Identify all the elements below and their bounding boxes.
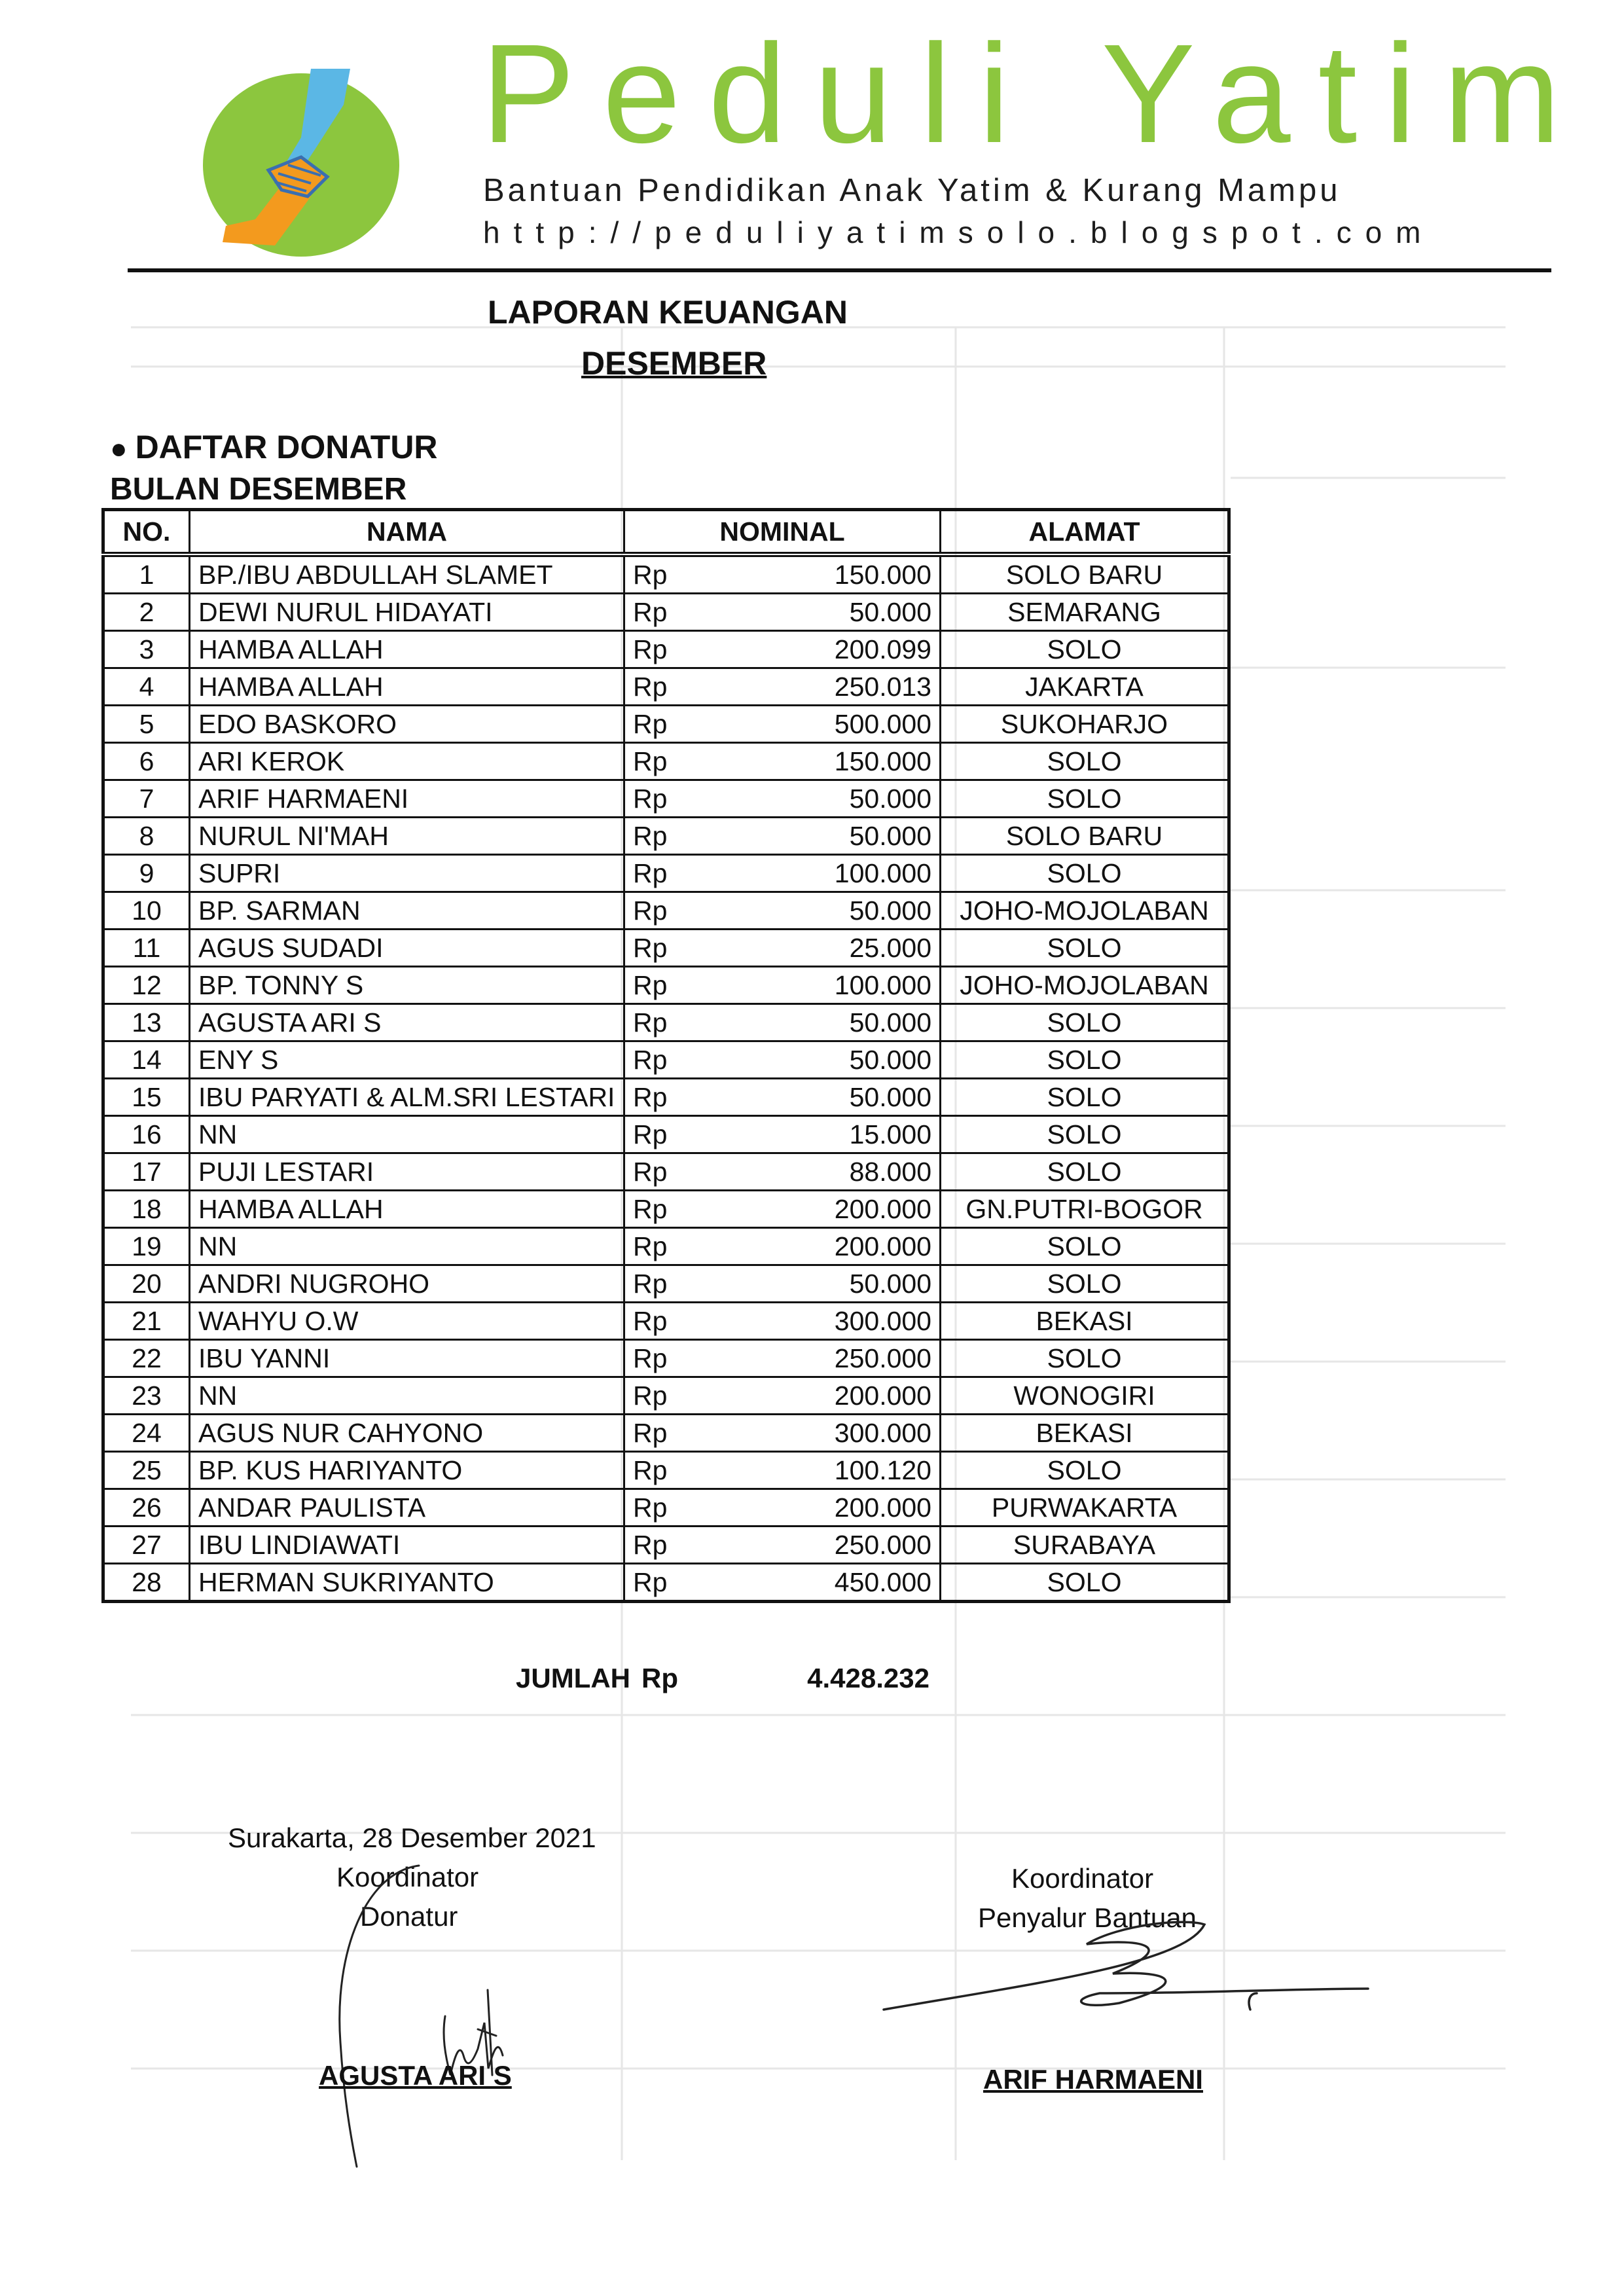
cell-alamat: SOLO [941,1116,1229,1153]
cell-alamat: WONOGIRI [941,1377,1229,1415]
cell-no: 12 [103,967,190,1004]
cell-no: 2 [103,594,190,631]
cell-alamat: SURABAYA [941,1527,1229,1564]
cell-amount: 250.000 [696,1527,941,1564]
cell-amount: 50.000 [696,1265,941,1303]
cell-currency: Rp [624,1303,696,1340]
cell-nama: ANDAR PAULISTA [190,1489,624,1527]
cell-currency: Rp [624,1527,696,1564]
cell-alamat: SOLO [941,1079,1229,1116]
total-amount: 4.428.232 [807,1663,929,1693]
total-label: JUMLAH [516,1663,630,1693]
peduli-yatim-logo [196,65,406,262]
cell-nama: SUPRI [190,855,624,892]
cell-amount: 200.000 [696,1228,941,1265]
cell-alamat: SOLO [941,1228,1229,1265]
cell-no: 15 [103,1079,190,1116]
cell-alamat: SUKOHARJO [941,706,1229,743]
cell-amount: 200.000 [696,1377,941,1415]
cell-amount: 150.000 [696,743,941,780]
cell-amount: 450.000 [696,1564,941,1602]
cell-no: 21 [103,1303,190,1340]
header-alamat: ALAMAT [941,510,1229,555]
cell-currency: Rp [624,1041,696,1079]
table-row [103,818,1229,855]
table-row [103,1153,1229,1191]
table-row [103,1377,1229,1415]
cell-nama: NN [190,1116,624,1153]
cell-alamat: SOLO [941,1265,1229,1303]
left-signature [321,1859,537,2173]
cell-currency: Rp [624,780,696,818]
table-row [103,1041,1229,1079]
cell-alamat: SOLO [941,1153,1229,1191]
cell-amount: 50.000 [696,594,941,631]
cell-nama: HERMAN SUKRIYANTO [190,1564,624,1602]
cell-nama: ENY S [190,1041,624,1079]
cell-alamat: JOHO-MOJOLABAN [941,892,1229,930]
table-row [103,967,1229,1004]
table-row [103,594,1229,631]
cell-amount: 50.000 [696,1079,941,1116]
cell-amount: 50.000 [696,892,941,930]
cell-alamat: SOLO [941,1041,1229,1079]
cell-alamat: SOLO [941,1004,1229,1041]
right-signature [871,1911,1381,2055]
table-row [103,1415,1229,1452]
cell-no: 7 [103,780,190,818]
cell-nama: EDO BASKORO [190,706,624,743]
cell-currency: Rp [624,1489,696,1527]
cell-no: 13 [103,1004,190,1041]
cell-no: 16 [103,1116,190,1153]
cell-nama: IBU YANNI [190,1340,624,1377]
cell-amount: 15.000 [696,1116,941,1153]
cell-no: 10 [103,892,190,930]
cell-currency: Rp [624,1265,696,1303]
brand-title: Peduli Yatim [481,14,1589,172]
cell-currency: Rp [624,594,696,631]
cell-currency: Rp [624,1340,696,1377]
cell-amount: 250.000 [696,1340,941,1377]
cell-alamat: SOLO [941,1452,1229,1489]
cell-currency: Rp [624,967,696,1004]
cell-no: 17 [103,1153,190,1191]
cell-nama: ARI KEROK [190,743,624,780]
cell-alamat: GN.PUTRI-BOGOR [941,1191,1229,1228]
cell-nama: HAMBA ALLAH [190,668,624,706]
cell-nama: NN [190,1228,624,1265]
cell-alamat: SOLO BARU [941,818,1229,855]
cell-currency: Rp [624,1415,696,1452]
cell-alamat: JOHO-MOJOLABAN [941,967,1229,1004]
cell-alamat: SEMARANG [941,594,1229,631]
table-row [103,1265,1229,1303]
table-row [103,1079,1229,1116]
cell-amount: 200.099 [696,631,941,668]
cell-amount: 100.120 [696,1452,941,1489]
bullet-icon: ● [110,433,128,465]
cell-nama: AGUSTA ARI S [190,1004,624,1041]
cell-no: 3 [103,631,190,668]
cell-currency: Rp [624,1191,696,1228]
section-title-text: DAFTAR DONATUR [135,429,438,465]
place-date: Surakarta, 28 Desember 2021 [228,1822,596,1853]
cell-no: 11 [103,930,190,967]
cell-nama: AGUS SUDADI [190,930,624,967]
cell-alamat: SOLO [941,1564,1229,1602]
cell-amount: 100.000 [696,967,941,1004]
cell-currency: Rp [624,631,696,668]
cell-amount: 50.000 [696,818,941,855]
cell-nama: HAMBA ALLAH [190,631,624,668]
cell-amount: 50.000 [696,1041,941,1079]
cell-nama: HAMBA ALLAH [190,1191,624,1228]
table-row [103,1303,1229,1340]
cell-amount: 88.000 [696,1153,941,1191]
table-row [103,1527,1229,1564]
cell-nama: BP. SARMAN [190,892,624,930]
cell-amount: 300.000 [696,1415,941,1452]
table-header-row [103,510,1229,555]
cell-alamat: PURWAKARTA [941,1489,1229,1527]
cell-nama: IBU LINDIAWATI [190,1527,624,1564]
cell-nama: PUJI LESTARI [190,1153,624,1191]
cell-nama: BP. TONNY S [190,967,624,1004]
cell-no: 5 [103,706,190,743]
cell-nama: WAHYU O.W [190,1303,624,1340]
cell-currency: Rp [624,1004,696,1041]
cell-alamat: SOLO [941,631,1229,668]
brand-subtitle: Bantuan Pendidikan Anak Yatim & Kurang Mampu [483,173,1341,208]
left-signer-name: AGUSTA ARI S [319,2060,512,2091]
cell-currency: Rp [624,1452,696,1489]
cell-amount: 50.000 [696,1004,941,1041]
cell-currency: Rp [624,892,696,930]
cell-currency: Rp [624,554,696,594]
report-title: LAPORAN KEUANGAN [488,294,848,331]
left-signer-role-line2: Donatur [360,1901,458,1932]
right-signer-name: ARIF HARMAENI [983,2064,1203,2095]
cell-amount: 500.000 [696,706,941,743]
cell-alamat: SOLO [941,930,1229,967]
table-row [103,1340,1229,1377]
cell-no: 23 [103,1377,190,1415]
report-month: DESEMBER [581,345,767,382]
cell-no: 14 [103,1041,190,1079]
cell-nama: NURUL NI'MAH [190,818,624,855]
cell-alamat: SOLO [941,743,1229,780]
cell-amount: 100.000 [696,855,941,892]
cell-currency: Rp [624,1377,696,1415]
cell-nama: DEWI NURUL HIDAYATI [190,594,624,631]
cell-no: 20 [103,1265,190,1303]
cell-currency: Rp [624,1116,696,1153]
cell-alamat: JAKARTA [941,668,1229,706]
cell-no: 27 [103,1527,190,1564]
donor-rows [103,554,1229,1602]
table-row [103,1489,1229,1527]
cell-currency: Rp [624,668,696,706]
cell-alamat: SOLO [941,855,1229,892]
cell-nama: NN [190,1377,624,1415]
table-row [103,930,1229,967]
header-nominal: NOMINAL [624,510,941,555]
cell-alamat: SOLO [941,1340,1229,1377]
cell-nama: IBU PARYATI & ALM.SRI LESTARI [190,1079,624,1116]
table-row [103,1004,1229,1041]
cell-currency: Rp [624,706,696,743]
table-row [103,780,1229,818]
cell-amount: 25.000 [696,930,941,967]
cell-amount: 150.000 [696,554,941,594]
cell-no: 8 [103,818,190,855]
table-row [103,743,1229,780]
cell-currency: Rp [624,930,696,967]
table-row [103,631,1229,668]
header-divider [128,268,1551,272]
cell-alamat: BEKASI [941,1303,1229,1340]
section-subtitle: BULAN DESEMBER [110,472,407,507]
header-no: NO. [103,510,190,555]
table-row [103,668,1229,706]
cell-amount: 200.000 [696,1489,941,1527]
cell-amount: 50.000 [696,780,941,818]
cell-currency: Rp [624,1153,696,1191]
table-row [103,1564,1229,1602]
cell-alamat: SOLO BARU [941,554,1229,594]
cell-currency: Rp [624,1564,696,1602]
cell-no: 4 [103,668,190,706]
table-row [103,1191,1229,1228]
cell-no: 9 [103,855,190,892]
cell-currency: Rp [624,818,696,855]
cell-currency: Rp [624,1079,696,1116]
cell-no: 6 [103,743,190,780]
table-row [103,554,1229,594]
cell-nama: BP./IBU ABDULLAH SLAMET [190,554,624,594]
table-row [103,1452,1229,1489]
cell-no: 18 [103,1191,190,1228]
table-row [103,706,1229,743]
right-signer-role-line1: Koordinator [1011,1863,1154,1894]
table-row [103,1228,1229,1265]
cell-amount: 300.000 [696,1303,941,1340]
section-title [110,428,438,466]
cell-no: 28 [103,1564,190,1602]
header-nama: NAMA [190,510,624,555]
table-row [103,855,1229,892]
cell-no: 1 [103,554,190,594]
brand-url[interactable]: http://peduliyatimsolo.blogspot.com [483,215,1435,249]
cell-alamat: SOLO [941,780,1229,818]
left-signer-role-line1: Koordinator [336,1862,479,1892]
table-row [103,892,1229,930]
table-row [103,1116,1229,1153]
cell-no: 22 [103,1340,190,1377]
cell-alamat: BEKASI [941,1415,1229,1452]
cell-currency: Rp [624,855,696,892]
donor-table [101,508,1231,1603]
right-signer-role-line2: Penyalur Bantuan [978,1902,1197,1933]
cell-no: 19 [103,1228,190,1265]
cell-nama: ARIF HARMAENI [190,780,624,818]
cell-currency: Rp [624,743,696,780]
cell-currency: Rp [624,1228,696,1265]
cell-no: 26 [103,1489,190,1527]
cell-nama: ANDRI NUGROHO [190,1265,624,1303]
total-currency: Rp [641,1663,678,1693]
cell-no: 25 [103,1452,190,1489]
cell-amount: 200.000 [696,1191,941,1228]
cell-nama: AGUS NUR CAHYONO [190,1415,624,1452]
cell-no: 24 [103,1415,190,1452]
cell-nama: BP. KUS HARIYANTO [190,1452,624,1489]
cell-amount: 250.013 [696,668,941,706]
